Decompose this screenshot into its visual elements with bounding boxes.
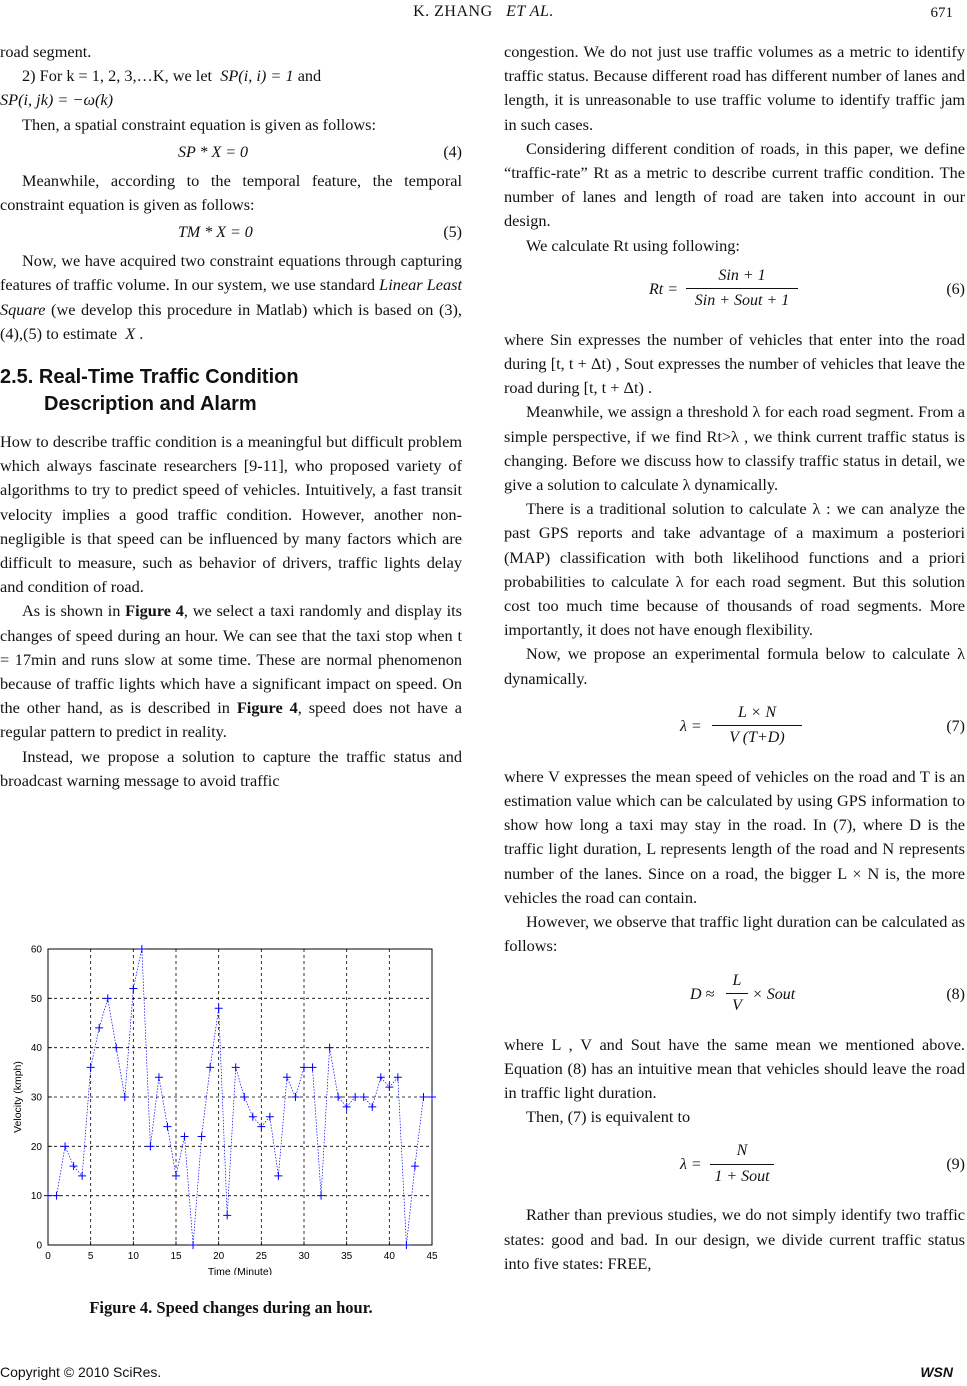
equation-inline: SP(i, i) = 1 [220,66,294,86]
paragraph: As is shown in Figure 4, we select a taxi randomly and display its changes of speed during an hour. We can see that the taxi stop when t = 17min and runs slow at some time. These are normal phenomenon because of traffic lights which have a significant impact on speed. On the other hand, as is described in Figure 4, speed does not have a regular pattern to predict in reality. [0,601,462,742]
x-tick-label: 15 [170,1251,182,1262]
x-tick-label: 0 [45,1251,51,1262]
y-tick-label: 60 [30,944,42,956]
equation-5: TM * X = 0 (5) [178,224,462,242]
y-tick-label: 0 [36,1240,42,1252]
equation-9: λ = N 1 + Sout (9) [504,1129,965,1203]
x-tick-label: 30 [298,1251,310,1262]
paragraph: How to describe traffic condition is a meaningful but difficult problem which always fascinate researchers [9-11], who proposed variety of algorithms to try to predict speed of vehicles. Intuitively, a fast transit velocity implies a good traffic condition. However, another non-negligible is that speed can be influenced by many factors which are difficult to measure, such as behavior of drivers, traffic lights delay and condition of road. [0,432,462,597]
y-tick-label: 40 [30,1043,42,1055]
section-heading: 2.5. Real-Time Traffic Condition Description and Alarm [0,366,299,416]
paragraph: Rather than previous studies, we do not simply identify two traffic states: good and bad. In our design, we divide current traffic status into five states: FREE, [504,1205,965,1273]
paragraph: where L , V and Sout have the same mean we mentioned above. Equation (8) has an intuitive mean that vehicles should leave the road in traffic light duration. [504,1034,965,1102]
paragraph: congestion. We do not just use traffic volumes as a metric to identify traffic status. Because different road has different number of lanes and length, it is unreasonable to use traffic volume to identify traffic jam in such cases. [504,42,965,134]
y-tick-label: 30 [30,1092,42,1104]
x-tick-label: 10 [127,1251,139,1262]
paragraph: Now, we propose an experimental formula below to calculate λ dynamically. [504,644,965,688]
x-tick-label: 5 [87,1251,94,1262]
paragraph: Then, a spatial constraint equation is given as follows: [22,114,377,134]
speed-chart [0,935,462,1275]
copyright-footer: Copyright © 2010 SciRes. [0,1364,162,1380]
paragraph: We calculate Rt using following: [526,235,740,255]
paragraph: Now, we have acquired two constraint equations through capturing features of traffic volume. In our system, we use standard Linear Least Square (we develop this procedure in Matlab) which is based on (3),(4),(5) to estimate X . [0,251,462,343]
equation-7: λ = L × N V (T+D) (7) [504,691,965,765]
paragraph: Considering different condition of roads, in this paper, we define “traffic-rate” Rt as a metric to describe current traffic condition. The number of lanes and length of road are taken into account in our design. [504,138,965,231]
x-tick-label: 35 [341,1251,353,1262]
paragraph: However, we observe that traffic light duration can be calculated as follows: [504,912,965,956]
x-tick-label: 45 [426,1251,438,1262]
running-header [0,0,967,30]
paragraph: Instead, we propose a solution to capture the traffic status and broadcast warning message to avoid traffic [0,746,462,790]
paragraph: Then, (7) is equivalent to [526,1107,691,1127]
paragraph: Meanwhile, we assign a threshold λ for each road segment. From a simple perspective, if we find Rt>λ , we think current traffic status is changing. Before we discuss how to classify traffic status in detail, we give a solution to calculate λ dynamically. [504,402,965,495]
figure-caption: Figure 4. Speed changes during an hour. [89,1298,373,1317]
right-column [504,40,965,1276]
running-title: K. ZHANG ET AL. [413,3,554,20]
paragraph: road segment. [0,42,92,61]
journal-footer: WSN [920,1364,953,1380]
y-tick-label: 50 [30,993,42,1005]
y-tick-label: 10 [30,1191,42,1203]
equation-8: D ≈ L V × Sout (8) [504,959,965,1033]
figure-4 [0,935,462,1275]
paragraph: There is a traditional solution to calculate λ : we can analyze the past GPS reports and take advantage of a maximum a posteriori (MAP) classification with both likelihood functions and a priori probabilities to calculate λ for each road segment. But this solution cost too much time because of thousands of road segments. More importantly, it does not have enough flexibility. [504,499,965,640]
x-tick-label: 25 [255,1251,267,1262]
paragraph: 2) For k = 1, 2, 3,…K, we let SP(i, i) = 1 and SP(i, jk) = −ω(k) [0,66,322,110]
paragraph: where V expresses the mean speed of vehicles on the road and T is an estimation value which can be calculated by using GPS information to show how long a taxi may stay in the road. In (7), where D is the traffic light duration, L represents length of the road and N represents number of the lanes. Since on a road, the bigger L × N is, the more vehicles the road can contain. [504,766,965,907]
x-tick-label: 20 [213,1251,225,1262]
y-axis-label: Velocity (kmph) [12,1061,24,1133]
y-tick-label: 20 [30,1141,42,1153]
equation-inline: SP(i, jk) = −ω(k) [0,90,114,110]
paragraph: where Sin expresses the number of vehicles that enter into the road during [t, t + Δt) , Sout expresses the number of vehicles that leave the road during [t, t + Δt) . [504,329,965,398]
left-column [0,40,462,793]
paragraph: Meanwhile, according to the temporal feature, the temporal constraint equation is given as follows: [0,170,462,215]
equation-4: SP * X = 0 (4) [178,143,462,161]
x-tick-label: 40 [383,1251,395,1262]
x-axis-label: Time (Minute) [207,1266,273,1275]
equation-6: Rt = Sin + 1 Sin + Sout + 1 (6) [504,258,965,328]
page-number: 671 [930,5,953,21]
